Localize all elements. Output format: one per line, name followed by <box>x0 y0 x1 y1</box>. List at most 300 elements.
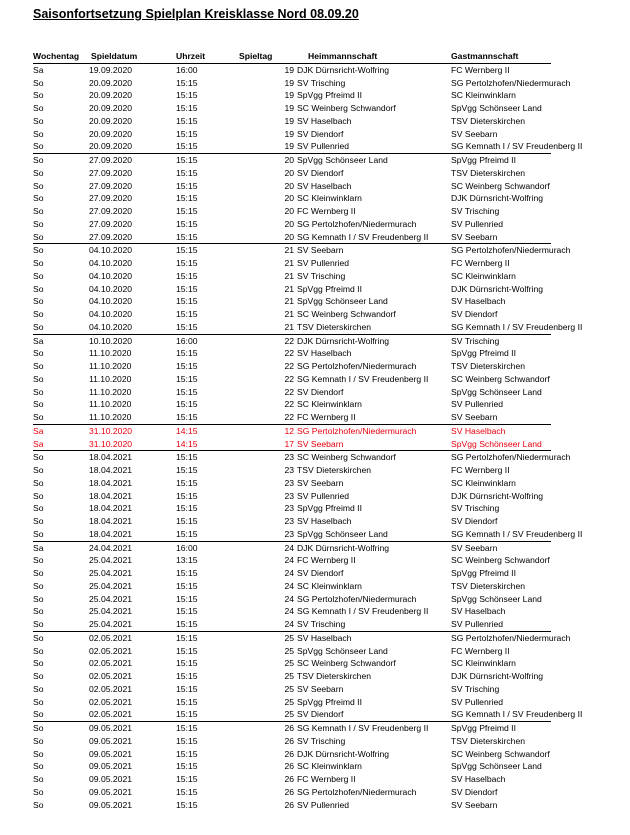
table-row <box>33 411 551 424</box>
matchday-cell: 19 <box>284 103 294 113</box>
time-cell: 15:15 <box>176 709 198 720</box>
matchday-cell: 22 <box>231 334 297 347</box>
time-cell: 15:15 <box>176 258 198 268</box>
date-cell: 25.04.2021 <box>89 568 133 578</box>
weekday-cell: So <box>33 180 44 191</box>
time-cell: 15:15 <box>176 799 198 810</box>
away-team-cell: SV Trisching <box>451 206 500 216</box>
matchday-cell: 23 <box>284 516 294 526</box>
weekday-cell: So <box>33 231 44 242</box>
away-team-cell: SV Pullenried <box>451 696 504 707</box>
matchday-cell: 20 <box>284 218 294 229</box>
matchday-cell: 22 <box>284 348 294 359</box>
date-cell: 27.09.2020 <box>89 218 133 229</box>
weekday-cell: So <box>33 799 44 810</box>
away-team-cell: TSV Dieterskirchen <box>451 115 526 126</box>
home-team-cell: SV Seebarn <box>297 683 344 694</box>
time-cell: 13:15 <box>176 555 198 566</box>
date-cell: 18.04.2021 <box>89 528 133 539</box>
matchday-cell: 26 <box>284 774 294 784</box>
time-cell: 15:15 <box>176 348 198 359</box>
matchday-cell: 25 <box>284 696 294 707</box>
table-row <box>33 77 551 90</box>
date-cell: 27.09.2020 <box>89 154 176 167</box>
table-row <box>33 386 551 399</box>
date-cell: 11.10.2020 <box>89 348 132 359</box>
home-team-cell: SG Kemnath I / SV Freudenberg II <box>297 373 429 384</box>
away-team-cell: SV Pullenried <box>451 218 504 229</box>
matchday-cell: 20 <box>284 193 294 204</box>
table-row <box>33 477 551 490</box>
weekday-cell: So <box>33 722 89 735</box>
matchday-cell: 22 <box>284 399 294 410</box>
away-team-cell: SV Haselbach <box>451 606 506 617</box>
away-team-cell: SC Weinberg Schwandorf <box>451 180 550 191</box>
date-cell: 11.10.2020 <box>89 386 132 397</box>
matchday-cell: 19 <box>284 90 294 101</box>
away-team-cell: TSV Dieterskirchen <box>451 580 526 591</box>
home-team-cell: SV Seebarn <box>297 477 344 488</box>
table-row <box>33 89 551 102</box>
away-team-cell: SV Seebarn <box>451 541 551 554</box>
home-team-cell: SG Pertolzhofen/Niedermurach <box>297 593 417 604</box>
matchday-cell: 26 <box>231 722 297 735</box>
away-team-cell: FC Wernberg II <box>451 64 510 75</box>
date-cell: 27.09.2020 <box>89 180 133 191</box>
weekday-cell: So <box>33 568 44 578</box>
away-team-cell: SG Kemnath I / SV Freudenberg II <box>451 528 583 539</box>
time-cell: 15:15 <box>176 580 198 591</box>
home-team-cell: SC Weinberg Schwandorf <box>297 658 396 669</box>
table-row <box>33 180 551 193</box>
away-team-cell: TSV Dieterskirchen <box>451 735 526 746</box>
weekday-cell: So <box>33 270 44 281</box>
time-cell: 15:15 <box>176 451 231 464</box>
table-row <box>33 451 551 464</box>
table-row <box>33 154 551 167</box>
table-row <box>33 554 551 567</box>
time-cell: 15:15 <box>176 658 198 669</box>
weekday-cell: Sa <box>33 334 89 347</box>
home-team-cell: SG Kemnath I / SV Freudenberg II <box>297 231 429 242</box>
date-cell: 09.05.2021 <box>89 786 133 797</box>
header-away: Gastmannschaft <box>451 51 519 61</box>
home-team-cell: SC Weinberg Schwandorf <box>297 309 396 319</box>
weekday-cell: So <box>33 90 44 101</box>
table-row <box>33 373 551 386</box>
away-team-cell: DJK Dürnsricht-Wolfring <box>451 283 544 294</box>
home-team-cell: SpVgg Schönseer Land <box>297 154 451 167</box>
away-team-cell: SV Diendorf <box>451 309 498 319</box>
table-row <box>33 593 551 606</box>
away-team-cell: SV Pullenried <box>451 619 504 629</box>
table-row <box>33 618 551 631</box>
away-team-cell: SG Pertolzhofen/Niedermurach <box>451 452 571 463</box>
home-team-cell: SG Pertolzhofen/Niedermurach <box>297 424 451 437</box>
weekday-cell: So <box>33 503 44 514</box>
matchday-cell: 21 <box>284 296 294 307</box>
weekday-cell: So <box>33 386 44 397</box>
header-weekday: Wochentag <box>33 51 80 61</box>
home-team-cell: SV Pullenried <box>297 141 350 152</box>
weekday-cell: So <box>33 193 44 204</box>
table-row <box>33 645 551 658</box>
weekday-cell: So <box>33 580 44 591</box>
weekday-cell: So <box>33 490 44 501</box>
matchday-cell: 25 <box>284 683 294 694</box>
matchday-cell: 25 <box>284 658 294 669</box>
weekday-cell: So <box>33 696 44 707</box>
away-team-cell: TSV Dieterskirchen <box>451 361 526 371</box>
time-cell: 16:00 <box>176 541 231 554</box>
matchday-cell: 12 <box>231 424 297 437</box>
home-team-cell: SV Haselbach <box>297 180 352 191</box>
home-team-cell: SV Pullenried <box>297 258 350 268</box>
date-cell: 09.05.2021 <box>89 748 133 759</box>
date-cell: 18.04.2021 <box>89 477 133 488</box>
time-cell: 15:15 <box>176 103 198 113</box>
weekday-cell: So <box>33 321 44 332</box>
table-row <box>33 786 551 799</box>
away-team-cell: DJK Dürnsricht-Wolfring <box>451 671 544 681</box>
table-row <box>33 334 551 347</box>
home-team-cell: SV Diendorf <box>297 128 344 139</box>
away-team-cell: DJK Dürnsricht-Wolfring <box>451 193 544 204</box>
matchday-cell: 20 <box>231 154 297 167</box>
home-team-cell: FC Wernberg II <box>297 206 356 216</box>
home-team-cell: SV Diendorf <box>297 167 344 178</box>
weekday-cell: So <box>33 658 44 669</box>
time-cell: 15:15 <box>176 154 231 167</box>
home-team-cell: SpVgg Pfreimd II <box>297 503 362 514</box>
time-cell: 15:15 <box>176 141 198 152</box>
weekday-cell: So <box>33 141 44 152</box>
matchday-cell: 24 <box>284 580 294 591</box>
away-team-cell: SC Kleinwinklarn <box>451 270 516 281</box>
table-row <box>33 347 551 360</box>
time-cell: 15:15 <box>176 735 198 746</box>
date-cell: 18.04.2021 <box>89 465 133 475</box>
weekday-cell: Sa <box>33 424 89 437</box>
time-cell: 15:15 <box>176 490 198 501</box>
time-cell: 15:15 <box>176 671 198 681</box>
table-row <box>33 735 551 748</box>
date-cell: 09.05.2021 <box>89 774 133 784</box>
date-cell: 09.05.2021 <box>89 735 133 746</box>
weekday-cell: So <box>33 555 44 566</box>
away-team-cell: SV Seebarn <box>451 412 498 422</box>
time-cell: 15:15 <box>176 309 198 319</box>
matchday-cell: 21 <box>284 321 294 332</box>
table-row <box>33 140 551 153</box>
matchday-cell: 24 <box>284 606 294 617</box>
date-cell: 18.04.2021 <box>89 451 176 464</box>
time-cell: 15:15 <box>176 283 198 294</box>
weekday-cell: So <box>33 735 44 746</box>
away-team-cell: SV Pullenried <box>451 399 504 410</box>
table-row <box>33 295 551 308</box>
home-team-cell: SV Pullenried <box>297 799 350 810</box>
away-team-cell: SV Trisching <box>451 503 500 514</box>
away-team-cell: SV Haselbach <box>451 774 506 784</box>
date-cell: 02.05.2021 <box>89 683 133 694</box>
time-cell: 15:15 <box>176 270 198 281</box>
weekday-cell: So <box>33 258 44 268</box>
time-cell: 15:15 <box>176 90 198 101</box>
schedule-body <box>33 63 583 811</box>
date-cell: 04.10.2020 <box>89 258 133 268</box>
time-cell: 15:15 <box>176 503 198 514</box>
date-cell: 18.04.2021 <box>89 503 133 514</box>
date-cell: 04.10.2020 <box>89 321 133 332</box>
weekday-cell: So <box>33 774 44 784</box>
time-cell: 15:15 <box>176 193 198 204</box>
weekday-cell: So <box>33 296 44 307</box>
weekday-cell: So <box>33 361 44 371</box>
matchday-cell: 21 <box>284 258 294 268</box>
weekday-cell: So <box>33 709 44 720</box>
away-team-cell: DJK Dürnsricht-Wolfring <box>451 490 544 501</box>
table-row <box>33 115 551 128</box>
home-team-cell: TSV Dieterskirchen <box>297 321 372 332</box>
away-team-cell: SG Pertolzhofen/Niedermurach <box>451 77 571 88</box>
away-team-cell: SV Haselbach <box>451 296 506 307</box>
away-team-cell: SG Kemnath I / SV Freudenberg II <box>451 321 583 332</box>
away-team-cell: SpVgg Pfreimd II <box>451 722 551 735</box>
date-cell: 04.10.2020 <box>89 309 133 319</box>
home-team-cell: SV Trisching <box>297 270 346 281</box>
matchday-cell: 23 <box>284 477 294 488</box>
date-cell: 27.09.2020 <box>89 231 133 242</box>
matchday-cell: 26 <box>284 799 294 810</box>
time-cell: 15:15 <box>176 593 198 604</box>
away-team-cell: SpVgg Schönseer Land <box>451 386 542 397</box>
matchday-cell: 26 <box>284 735 294 746</box>
weekday-cell: So <box>33 115 44 126</box>
date-cell: 20.09.2020 <box>89 128 133 139</box>
date-cell: 04.10.2020 <box>89 270 133 281</box>
weekday-cell: So <box>33 348 44 359</box>
table-row <box>33 722 551 735</box>
time-cell: 15:15 <box>176 373 198 384</box>
home-team-cell: SV Haselbach <box>297 115 352 126</box>
away-team-cell: SG Pertolzhofen/Niedermurach <box>451 632 571 643</box>
matchday-cell: 19 <box>284 77 294 88</box>
page-title: Saisonfortsetzung Spielplan Kreisklasse Nord 08.09.20 <box>33 7 359 21</box>
home-team-cell: SV Trisching <box>297 77 346 88</box>
table-row <box>33 515 551 528</box>
away-team-cell: SC Kleinwinklarn <box>451 658 516 669</box>
weekday-cell: So <box>33 748 44 759</box>
away-team-cell: FC Wernberg II <box>451 645 510 656</box>
table-row <box>33 502 551 515</box>
schedule-table <box>33 50 583 811</box>
date-cell: 18.04.2021 <box>89 490 133 501</box>
date-cell: 02.05.2021 <box>89 671 133 681</box>
home-team-cell: DJK Dürnsricht-Wolfring <box>297 64 390 75</box>
time-cell: 15:15 <box>176 231 198 242</box>
date-cell: 11.10.2020 <box>89 399 132 410</box>
away-team-cell: SC Weinberg Schwandorf <box>451 555 550 566</box>
matchday-cell: 26 <box>284 786 294 797</box>
away-team-cell: SG Kemnath I / SV Freudenberg II <box>451 141 583 152</box>
weekday-cell: So <box>33 619 44 629</box>
table-row <box>33 490 551 503</box>
weekday-cell: So <box>33 244 89 257</box>
matchday-cell: 20 <box>284 167 294 178</box>
table-row <box>33 438 551 451</box>
date-cell: 19.09.2020 <box>89 64 133 75</box>
table-row <box>33 244 551 257</box>
table-row <box>33 799 551 812</box>
table-row <box>33 670 551 683</box>
date-cell: 20.09.2020 <box>89 115 133 126</box>
away-team-cell: SG Pertolzhofen/Niedermurach <box>451 245 571 256</box>
time-cell: 15:15 <box>176 361 198 371</box>
date-cell: 25.04.2021 <box>89 606 133 617</box>
home-team-cell: SV Seebarn <box>297 438 344 449</box>
date-cell: 27.09.2020 <box>89 206 133 216</box>
matchday-cell: 19 <box>284 115 294 126</box>
weekday-cell: So <box>33 671 44 681</box>
date-cell: 20.09.2020 <box>89 141 133 152</box>
away-team-cell: FC Wernberg II <box>451 258 510 268</box>
matchday-cell: 26 <box>284 761 294 772</box>
time-cell: 15:15 <box>176 167 198 178</box>
date-cell: 27.09.2020 <box>89 193 133 204</box>
home-team-cell: SG Kemnath I / SV Freudenberg II <box>297 722 451 735</box>
table-row <box>33 192 551 205</box>
date-cell: 02.05.2021 <box>89 658 133 669</box>
home-team-cell: SpVgg Pfreimd II <box>297 696 362 707</box>
matchday-cell: 25 <box>284 671 294 681</box>
weekday-cell: So <box>33 154 89 167</box>
weekday-cell: So <box>33 761 44 772</box>
home-team-cell: SpVgg Schönseer Land <box>297 296 388 307</box>
header-home: Heimmannschaft <box>308 51 378 61</box>
home-team-cell: SV Haselbach <box>297 348 352 359</box>
table-row <box>33 696 551 709</box>
table-row <box>33 708 551 721</box>
time-cell: 15:15 <box>176 477 198 488</box>
date-cell: 20.09.2020 <box>89 77 133 88</box>
home-team-cell: SG Kemnath I / SV Freudenberg II <box>297 606 429 617</box>
matchday-cell: 19 <box>284 128 294 139</box>
away-team-cell: TSV Dieterskirchen <box>451 167 526 178</box>
date-cell: 02.05.2021 <box>89 631 176 644</box>
date-cell: 18.04.2021 <box>89 516 133 526</box>
date-cell: 20.09.2020 <box>89 90 133 101</box>
home-team-cell: SG Pertolzhofen/Niedermurach <box>297 786 417 797</box>
away-team-cell: SC Kleinwinklarn <box>451 90 516 101</box>
table-row <box>33 218 551 231</box>
date-cell: 04.10.2020 <box>89 296 133 307</box>
time-cell: 15:15 <box>176 631 231 644</box>
date-cell: 11.10.2020 <box>89 412 132 422</box>
matchday-cell: 20 <box>284 206 294 216</box>
home-team-cell: SV Trisching <box>297 619 346 629</box>
time-cell: 15:15 <box>176 77 198 88</box>
table-row <box>33 605 551 618</box>
date-cell: 11.10.2020 <box>89 373 132 384</box>
matchday-cell: 22 <box>284 386 294 397</box>
table-row <box>33 231 551 244</box>
away-team-cell: SV Seebarn <box>451 231 498 242</box>
weekday-cell: So <box>33 206 44 216</box>
date-cell: 25.04.2021 <box>89 555 133 566</box>
weekday-cell: So <box>33 373 44 384</box>
away-team-cell: SpVgg Schönseer Land <box>451 438 542 449</box>
table-row <box>33 321 551 334</box>
table-row <box>33 424 551 437</box>
home-team-cell: SpVgg Schönseer Land <box>297 645 388 656</box>
matchday-cell: 24 <box>284 593 294 604</box>
date-cell: 25.04.2021 <box>89 593 133 604</box>
weekday-cell: So <box>33 645 44 656</box>
home-team-cell: SpVgg Pfreimd II <box>297 90 362 101</box>
table-row <box>33 360 551 373</box>
time-cell: 15:15 <box>176 128 198 139</box>
table-row <box>33 308 551 321</box>
away-team-cell: SV Haselbach <box>451 424 551 437</box>
matchday-cell: 22 <box>284 373 294 384</box>
time-cell: 15:15 <box>176 244 231 257</box>
matchday-cell: 21 <box>284 270 294 281</box>
time-cell: 15:15 <box>176 218 198 229</box>
table-row <box>33 631 551 644</box>
weekday-cell: So <box>33 786 44 797</box>
table-row <box>33 102 551 115</box>
away-team-cell: SV Seebarn <box>451 128 498 139</box>
weekday-cell: Sa <box>33 64 44 75</box>
date-cell: 31.10.2020 <box>89 424 176 437</box>
matchday-cell: 24 <box>284 619 294 629</box>
weekday-cell: So <box>33 593 44 604</box>
matchday-cell: 24 <box>231 541 297 554</box>
date-cell: 09.05.2021 <box>89 722 176 735</box>
table-row <box>33 167 551 180</box>
table-row <box>33 760 551 773</box>
time-cell: 15:15 <box>176 412 198 422</box>
time-cell: 15:15 <box>176 115 198 126</box>
home-team-cell: SV Trisching <box>297 735 346 746</box>
header-date: Spieldatum <box>91 51 138 61</box>
weekday-cell: So <box>33 516 44 526</box>
home-team-cell: FC Wernberg II <box>297 774 356 784</box>
table-row <box>33 528 551 541</box>
away-team-cell: SpVgg Pfreimd II <box>451 154 551 167</box>
home-team-cell: SC Kleinwinklarn <box>297 193 362 204</box>
matchday-cell: 24 <box>284 568 294 578</box>
weekday-cell: So <box>33 167 44 178</box>
table-row <box>33 541 551 554</box>
time-cell: 15:15 <box>176 645 198 656</box>
table-row <box>33 773 551 786</box>
time-cell: 15:15 <box>176 386 198 397</box>
date-cell: 09.05.2021 <box>89 799 133 810</box>
away-team-cell: SV Trisching <box>451 683 500 694</box>
home-team-cell: SV Haselbach <box>297 631 451 644</box>
matchday-cell: 21 <box>284 283 294 294</box>
table-row <box>33 567 551 580</box>
time-cell: 15:15 <box>176 696 198 707</box>
date-cell: 02.05.2021 <box>89 645 133 656</box>
time-cell: 16:00 <box>176 64 198 75</box>
weekday-cell: So <box>33 77 44 88</box>
home-team-cell: SV Diendorf <box>297 386 344 397</box>
date-cell: 20.09.2020 <box>89 103 133 113</box>
date-cell: 11.10.2020 <box>89 361 132 371</box>
